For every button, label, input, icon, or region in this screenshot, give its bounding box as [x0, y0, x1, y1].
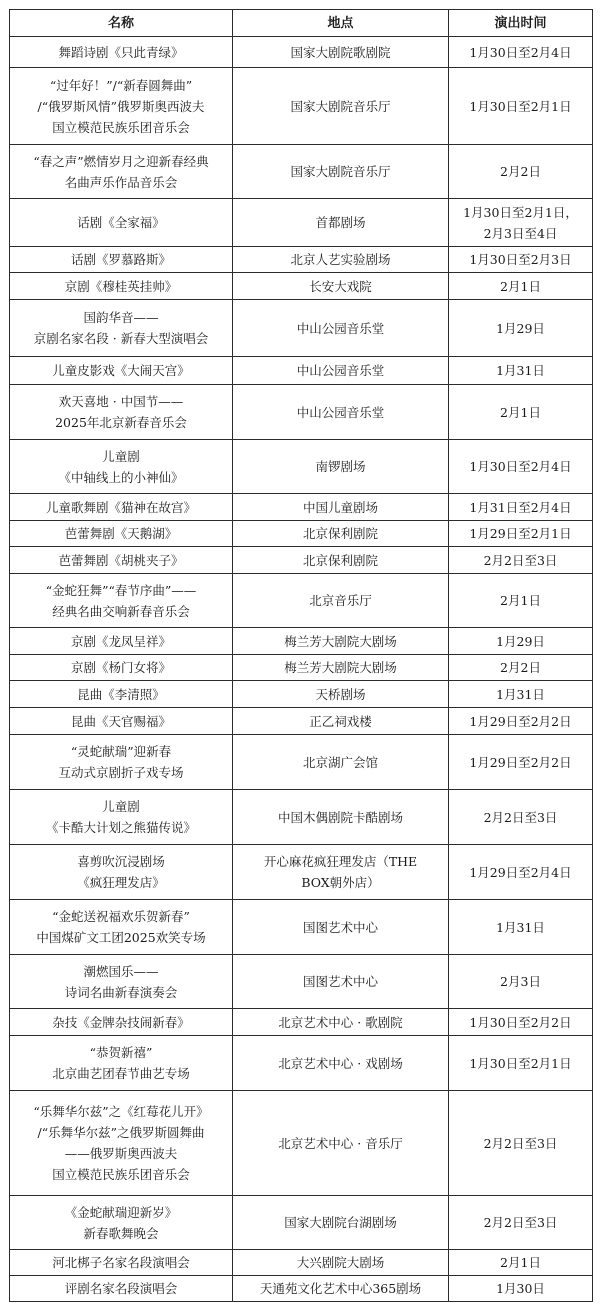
show-venue: 天通苑文化艺术中心365剧场	[233, 1276, 449, 1302]
show-venue: 梅兰芳大剧院大剧场	[233, 628, 449, 655]
show-venue: 中山公园音乐堂	[233, 300, 449, 357]
show-time: 2月3日	[449, 955, 593, 1009]
show-venue: 国图艺术中心	[233, 955, 449, 1009]
show-time: 2月1日	[449, 385, 593, 440]
table-row	[10, 385, 593, 440]
show-venue: 中国儿童剧场	[233, 494, 449, 521]
show-venue: 首都剧场	[233, 199, 449, 247]
show-time: 1月30日至2月1日	[449, 1036, 593, 1091]
show-venue: 北京艺术中心 · 歌剧院	[233, 1009, 449, 1036]
show-name: 芭蕾舞剧《天鹅湖》	[10, 521, 233, 547]
show-venue: 南锣剧场	[233, 440, 449, 494]
show-time: 1月30日至2月2日	[449, 1009, 593, 1036]
show-name: 话剧《全家福》	[10, 199, 233, 247]
show-venue: 北京艺术中心 · 戏剧场	[233, 1036, 449, 1091]
show-time: 2月2日至3日	[449, 547, 593, 574]
show-venue: 国家大剧院歌剧院	[233, 37, 449, 68]
table-row	[10, 300, 593, 357]
table-row	[10, 440, 593, 494]
show-time: 1月29日至2月4日	[449, 845, 593, 900]
table-row	[10, 68, 593, 145]
table-row	[10, 708, 593, 735]
table-row	[10, 1250, 593, 1276]
table-row	[10, 845, 593, 900]
show-name: “恭贺新禧” 北京曲艺团春节曲艺专场	[10, 1036, 233, 1091]
table-row	[10, 681, 593, 708]
show-venue: 北京音乐厅	[233, 574, 449, 628]
show-time: 1月31日	[449, 900, 593, 955]
show-name: 儿童歌舞剧《猫神在故宫》	[10, 494, 233, 521]
show-time: 1月29日至2月1日	[449, 521, 593, 547]
show-name: 儿童皮影戏《大闹天宫》	[10, 357, 233, 385]
show-name: 欢天喜地 · 中国节—— 2025年北京新春音乐会	[10, 385, 233, 440]
show-name: “过年好！”/“新春圆舞曲” /“俄罗斯风情”俄罗斯奥西波夫 国立模范民族乐团音乐会	[10, 68, 233, 145]
table-row	[10, 574, 593, 628]
show-name: 潮燃国乐—— 诗词名曲新春演奏会	[10, 955, 233, 1009]
show-venue: 中国木偶剧院卡酷剧场	[233, 790, 449, 845]
show-name: “金蛇狂舞”“春节序曲”—— 经典名曲交响新春音乐会	[10, 574, 233, 628]
table-row	[10, 273, 593, 300]
show-venue: 长安大戏院	[233, 273, 449, 300]
show-time: 1月30日至2月1日， 2月3日至4日	[449, 199, 593, 247]
show-name: “灵蛇献瑞”迎新春 互动式京剧折子戏专场	[10, 735, 233, 790]
table-row	[10, 655, 593, 681]
table-row	[10, 1276, 593, 1302]
show-name: 杂技《金牌杂技闹新春》	[10, 1009, 233, 1036]
show-venue: 中山公园音乐堂	[233, 385, 449, 440]
show-name: 《金蛇献瑞迎新岁》 新春歌舞晚会	[10, 1196, 233, 1250]
show-time: 1月31日	[449, 357, 593, 385]
show-venue: 梅兰芳大剧院大剧场	[233, 655, 449, 681]
table-row	[10, 628, 593, 655]
show-time: 2月2日至3日	[449, 790, 593, 845]
show-time: 1月30日至2月4日	[449, 37, 593, 68]
show-time: 1月30日	[449, 1276, 593, 1302]
show-venue: 正乙祠戏楼	[233, 708, 449, 735]
table-row	[10, 900, 593, 955]
show-time: 2月1日	[449, 273, 593, 300]
show-time: 1月30日至2月3日	[449, 247, 593, 273]
show-venue: 北京人艺实验剧场	[233, 247, 449, 273]
show-time: 1月29日至2月2日	[449, 735, 593, 790]
show-name: 昆曲《天官赐福》	[10, 708, 233, 735]
show-venue: 北京保利剧院	[233, 521, 449, 547]
show-venue: 北京湖广会馆	[233, 735, 449, 790]
show-name: 昆曲《李清照》	[10, 681, 233, 708]
show-name: 京剧《龙凤呈祥》	[10, 628, 233, 655]
performance-schedule-table	[9, 9, 593, 1302]
table-row	[10, 494, 593, 521]
table-row	[10, 357, 593, 385]
show-time: 1月29日	[449, 300, 593, 357]
show-name: “乐舞华尔兹”之《红莓花儿开》 /“乐舞华尔兹”之俄罗斯圆舞曲 ——俄罗斯奥西波夫 国立模范民族乐团音乐会	[10, 1091, 233, 1196]
show-venue: 开心麻花疯狂理发店（THE BOX朝外店）	[233, 845, 449, 900]
table-header-row	[10, 10, 593, 37]
table-row	[10, 735, 593, 790]
show-name: 河北梆子名家名段演唱会	[10, 1250, 233, 1276]
show-venue: 国图艺术中心	[233, 900, 449, 955]
show-time: 2月2日至3日	[449, 1196, 593, 1250]
header-time: 演出时间	[449, 10, 593, 37]
table-row	[10, 1009, 593, 1036]
show-name: 京剧《穆桂英挂帅》	[10, 273, 233, 300]
table-row	[10, 37, 593, 68]
table-row	[10, 790, 593, 845]
show-time: 1月29日至2月2日	[449, 708, 593, 735]
show-time: 2月1日	[449, 1250, 593, 1276]
show-time: 2月2日至3日	[449, 1091, 593, 1196]
show-name: “春之声”燃情岁月之迎新春经典 名曲声乐作品音乐会	[10, 145, 233, 199]
show-venue: 天桥剧场	[233, 681, 449, 708]
table-row	[10, 1036, 593, 1091]
show-time: 2月2日	[449, 145, 593, 199]
show-time: 1月29日	[449, 628, 593, 655]
show-name: 京剧《杨门女将》	[10, 655, 233, 681]
show-venue: 国家大剧院音乐厅	[233, 145, 449, 199]
show-name: 喜剪吹沉浸剧场 《疯狂理发店》	[10, 845, 233, 900]
table-row	[10, 1196, 593, 1250]
show-time: 1月31日至2月4日	[449, 494, 593, 521]
show-time: 2月2日	[449, 655, 593, 681]
show-name: 评剧名家名段演唱会	[10, 1276, 233, 1302]
show-time: 1月30日至2月1日	[449, 68, 593, 145]
show-venue: 中山公园音乐堂	[233, 357, 449, 385]
show-venue: 国家大剧院台湖剧场	[233, 1196, 449, 1250]
show-venue: 北京保利剧院	[233, 547, 449, 574]
show-name: 儿童剧 《卡酷大计划之熊猫传说》	[10, 790, 233, 845]
header-venue: 地点	[233, 10, 449, 37]
table-row	[10, 547, 593, 574]
table-row	[10, 145, 593, 199]
header-name: 名称	[10, 10, 233, 37]
show-name: “金蛇送祝福欢乐贺新春” 中国煤矿文工团2025欢笑专场	[10, 900, 233, 955]
table-row	[10, 521, 593, 547]
show-time: 1月31日	[449, 681, 593, 708]
show-name: 舞蹈诗剧《只此青绿》	[10, 37, 233, 68]
show-venue: 北京艺术中心 · 音乐厅	[233, 1091, 449, 1196]
table-row	[10, 955, 593, 1009]
show-time: 2月1日	[449, 574, 593, 628]
show-name: 芭蕾舞剧《胡桃夹子》	[10, 547, 233, 574]
table-row	[10, 247, 593, 273]
table-row	[10, 199, 593, 247]
show-name: 儿童剧 《中轴线上的小神仙》	[10, 440, 233, 494]
show-time: 1月30日至2月4日	[449, 440, 593, 494]
show-name: 话剧《罗慕路斯》	[10, 247, 233, 273]
show-name: 国韵华音—— 京剧名家名段 · 新春大型演唱会	[10, 300, 233, 357]
show-venue: 国家大剧院音乐厅	[233, 68, 449, 145]
show-venue: 大兴剧院大剧场	[233, 1250, 449, 1276]
table-row	[10, 1091, 593, 1196]
